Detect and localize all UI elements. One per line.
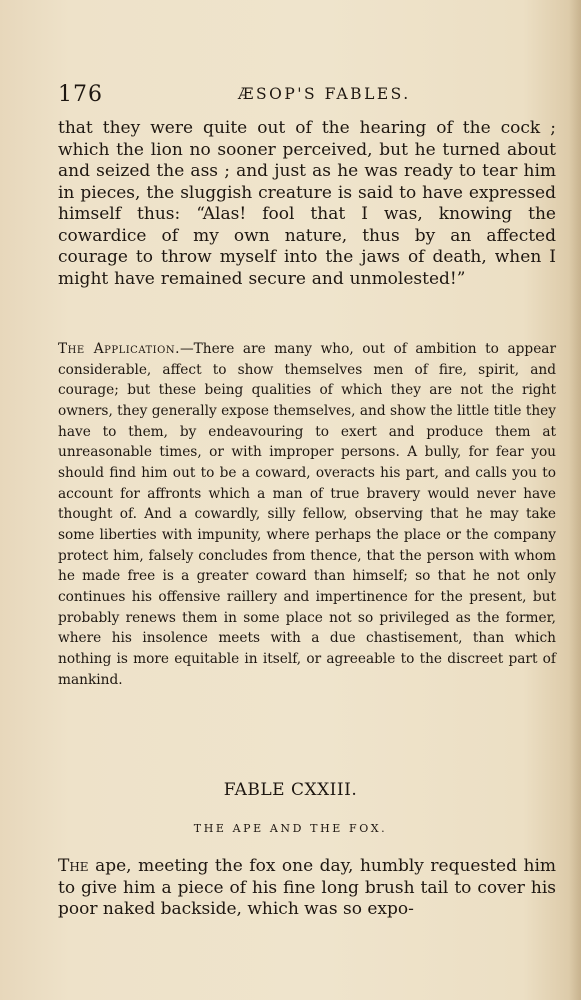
- fable-text: ape, meeting the fox one day, humbly requested him to give him a piece of his fine long brush tail to cover his poor naked backside, which was so expo-: [58, 856, 556, 919]
- page-edge-shadow: [569, 0, 581, 1000]
- application-paragraph: [58, 339, 556, 690]
- application-text: —There are many who, out of ambition to appear considerable, affect to show themselves men of fire, spirit, and courage; but these being qualities of which they are not the right owners, they generally expose themselves, and show the little title they have to them, by endeavouring to exert and produce them at unreasonable times, or with improper persons. A bully, for fear you should find him out to be a coward, overacts his part, and calls you to account for affronts which a man of true bravery would never have thought of. And a cowardly, silly fellow, observing that he may take some liberties with impunity, where perhaps the place or the company protect him, falsely concludes from thence, that the person with whom he made free is a greater coward than himself; so that he not only continues his offensive raillery and impertinence for the present, but probably renews them in some place not so privileged as the former, where his insolence meets with a due chastisement, than which nothing is more equitable in itself, or agreeable to the discreet part of mankind.: [58, 341, 556, 688]
- fable-opening-paragraph: [58, 856, 556, 921]
- story-conclusion-paragraph: that they were quite out of the hearing of the cock ; which the lion no sooner perceived, but he turned about and seized the ass ; and just as he was ready to tear him in pieces, the sluggish creature is said to have expressed himself thus: “Alas! fool that I was, knowing the cowardice of my own nature, thus by an affected courage to throw myself into the jaws of death, when I might have remained secure and unmolested!”: [58, 118, 556, 289]
- running-head: ÆSOP'S FABLES.: [238, 85, 411, 103]
- fable-title-heading: THE APE AND THE FOX.: [193, 822, 388, 835]
- page-number: 176: [58, 82, 103, 107]
- fable-number-heading: FABLE CXXIII.: [223, 780, 358, 800]
- fable-lead-word: The: [58, 856, 89, 876]
- page-header: [58, 82, 528, 106]
- application-label: The Application.: [58, 341, 180, 357]
